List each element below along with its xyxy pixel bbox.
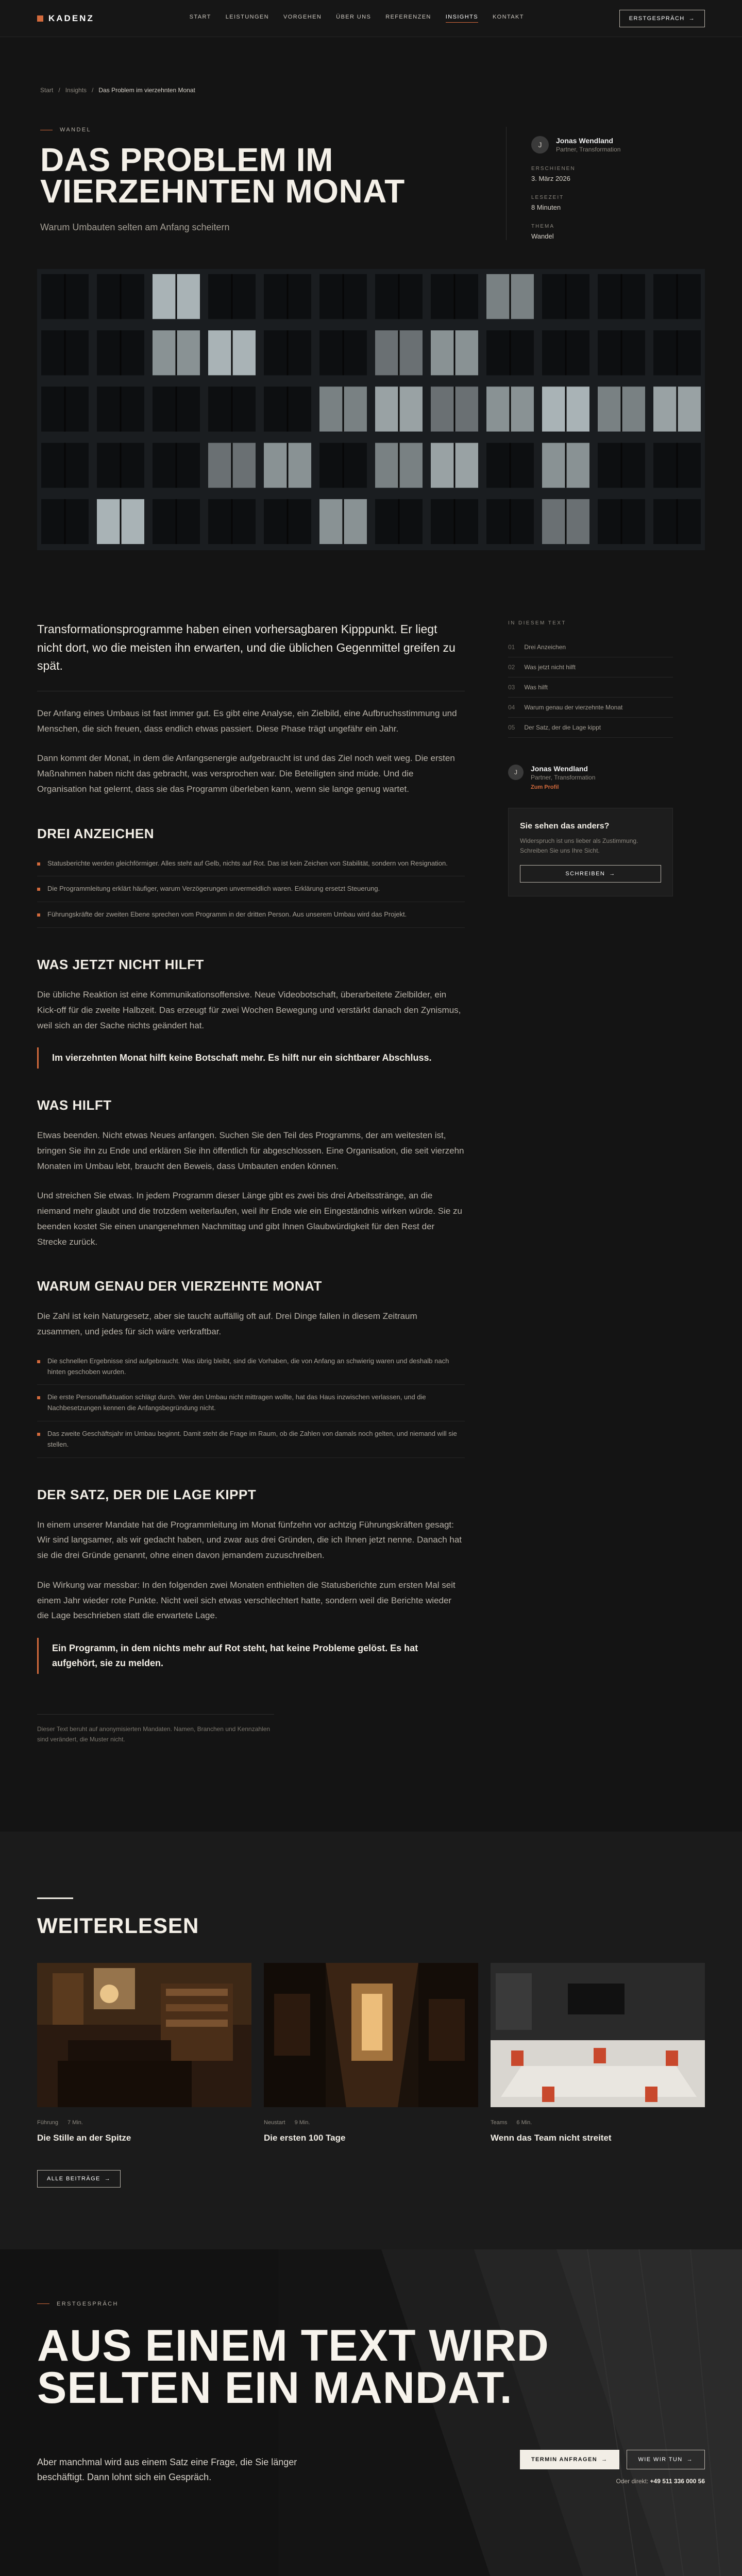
toc-label-text: Was jetzt nicht hilft <box>524 664 576 671</box>
feedback-text: Widerspruch ist uns lieber als Zustimmung. Schreiben Sie uns Ihre Sicht. <box>520 837 638 855</box>
cta-eyebrow <box>37 2301 705 2307</box>
logo-text: KADENZ <box>48 13 94 23</box>
card-image-hallway <box>264 1963 478 2107</box>
hero-eyebrow-text: WANDEL <box>60 127 92 133</box>
toc-label-text: Was hilft <box>524 684 548 691</box>
article-lead: Transformationsprogramme haben einen vorhersagbaren Kipppunkt. Er liegt nicht dort, wo die meisten ihn erwarten, und die üblichen Gegenmittel greifen zu spät. <box>37 620 465 691</box>
paragraph: Und streichen Sie etwas. In jedem Programm dieser Länge gibt es zwei bis drei Arbeitsstränge, an die niemand mehr glaubt und die trotzdem weiterlaufen, weil ihr Ende wie ein Eingeständnis wirken würde. Sie zu beenden kostet Sie einen unangenehmen Nachmittag und gibt Ihnen Glaubwürdigkeit für den Rest der Strecke zurück. <box>37 1191 462 1247</box>
card-title: Die Stille an der Spitze <box>37 2132 131 2143</box>
card-meta <box>491 2120 705 2126</box>
bullet-icon <box>37 913 40 917</box>
meeting-room-illustration <box>491 1963 705 2107</box>
nav-cta-button[interactable] <box>619 10 705 27</box>
card-topic: Neustart <box>264 2119 285 2126</box>
arrow-right-icon: → <box>609 871 616 877</box>
section-heading-signs: DREI ANZEICHEN <box>37 825 155 841</box>
card-reading-time: 7 Min. <box>67 2119 83 2126</box>
author-block <box>531 136 702 154</box>
hero-text <box>40 127 421 240</box>
breadcrumb <box>0 37 742 94</box>
meta-reading-time <box>531 195 702 211</box>
cta-text: Aber manchmal wird aus einem Satz eine Frage, die Sie länger beschäftigt. Dann lohnt sich ein Gespräch. <box>37 2457 297 2482</box>
card-title: Die ersten 100 Tage <box>264 2132 346 2143</box>
how-we-work-label: WIE WIR TUN <box>638 2456 683 2463</box>
contact-cta <box>0 2249 742 2576</box>
section-heading-why: WARUM GENAU DER VIERZEHNTE MONAT <box>37 1278 322 1294</box>
meta-value: 8 Minuten <box>531 204 561 211</box>
toc-label-text: Drei Anzeichen <box>524 643 566 651</box>
cta-phone <box>520 2478 705 2485</box>
arrow-right-icon: → <box>601 2456 608 2463</box>
paragraph: In einem unserer Mandate hat die Programmleitung im Monat fünfzehn vor achtzig Führungskräften gesagt: Wir sind langsamer, als wir gedacht haben, und zwar aus drei Gründen, die ich Ihnen jetzt nenne. Danach hat sie die drei Gründe genannt, ohne einen davon jemandem zuzuschreiben. <box>37 1519 462 1561</box>
toc-item[interactable] <box>508 698 673 718</box>
related-articles <box>0 1832 742 2249</box>
cta-actions <box>520 2450 705 2485</box>
section-heading-not-helping: WAS JETZT NICHT HILFT <box>37 957 204 973</box>
toc-item[interactable] <box>508 677 673 698</box>
article-layout <box>0 550 742 1745</box>
hallway-illustration <box>264 1963 478 2107</box>
meta-value: 3. März 2026 <box>531 175 570 182</box>
list-item-text: Die Programmleitung erklärt häufiger, warum Verzögerungen unvermeidlich waren. Erklärung ersetzt Steuerung. <box>47 885 380 893</box>
bullet-icon <box>37 888 40 891</box>
feedback-box <box>508 808 673 896</box>
nav-link-start[interactable]: START <box>189 14 211 20</box>
arrow-right-icon: → <box>104 2175 111 2182</box>
arrow-right-icon: → <box>686 2456 693 2463</box>
toc-item[interactable] <box>508 637 673 657</box>
toc-item[interactable] <box>508 657 673 677</box>
avatar: J <box>508 765 524 780</box>
section-heading-sentence: DER SATZ, DER DIE LAGE KIPPT <box>37 1486 257 1502</box>
list-item <box>37 1349 465 1385</box>
list-item <box>37 851 465 877</box>
list-item-text: Die schnellen Ergebnisse sind aufgebraucht. Was übrig bleibt, sind die Vorhaben, die von Anfang an schwierig waren und deshalb nach hinten geschoben wurden. <box>47 1357 449 1376</box>
article-meta <box>506 127 702 240</box>
meta-published <box>531 166 702 182</box>
nav-link-ueber-uns[interactable]: ÜBER UNS <box>336 14 372 20</box>
meta-topic <box>531 224 702 240</box>
card-topic: Führung <box>37 2119 58 2126</box>
meta-label: ERSCHIENEN <box>531 166 576 172</box>
toc-number: 01 <box>508 643 515 651</box>
table-of-contents <box>508 637 673 738</box>
breadcrumb-start[interactable]: Start <box>40 87 54 94</box>
related-title: WEITERLESEN <box>37 1913 199 1938</box>
card-meta <box>264 2120 478 2126</box>
paragraph: Dann kommt der Monat, in dem die Anfangsenergie aufgebraucht ist und das Ziel noch weit weg. Die ersten Maßnahmen haben nicht das gebracht, was versprochen war. Die Beteiligten sind müde. Und die Organisation hat gelernt, dass sie das Programm überleben kann, wenn sie lange genug wartet. <box>37 753 455 794</box>
nav-link-leistungen[interactable]: LEISTUNGEN <box>225 14 269 20</box>
request-appointment-label: TERMIN ANFRAGEN <box>531 2456 598 2463</box>
author-name: Jonas Wendland <box>556 137 613 145</box>
section-heading-helping: WAS HILFT <box>37 1097 112 1113</box>
card-meta <box>37 2120 251 2126</box>
paragraph: Die Wirkung war messbar: In den folgenden zwei Monaten enthielten die Statusberichte zum ersten Mal seit einem Jahr wieder rote Punkte. Nicht weil sich etwas verschlechtert hatte, sondern weil die Berichte wieder die Lage beschrieben statt die erwartete Lage. <box>37 1580 456 1621</box>
toc-number: 05 <box>508 724 515 731</box>
nav-link-vorgehen[interactable]: VORGEHEN <box>283 14 322 20</box>
request-appointment-button[interactable] <box>520 2450 619 2469</box>
library-illustration <box>37 1963 251 2107</box>
nav-cta-label: ERSTGESPRÄCH <box>629 15 685 22</box>
breadcrumb-separator: / <box>58 87 60 94</box>
list-item-text: Das zweite Geschäftsjahr im Umbau beginnt. Damit steht die Frage im Raum, ob die Zahlen von damals noch gelten, und niemand will sie stellen. <box>47 1430 457 1448</box>
card-title: Wenn das Team nicht streitet <box>491 2132 612 2143</box>
contact-cta-content <box>37 2301 705 2485</box>
write-button[interactable] <box>520 865 661 883</box>
toc-label-text: Warum genau der vierzehnte Monat <box>524 704 623 711</box>
cta-row <box>37 2450 705 2485</box>
main-menu <box>190 14 524 23</box>
toc-number: 04 <box>508 704 515 711</box>
article-sidebar <box>508 620 673 1745</box>
card-reading-time: 9 Min. <box>294 2119 310 2126</box>
breadcrumb-current: Das Problem im vierzehnten Monat <box>98 87 195 94</box>
nav-link-kontakt[interactable]: KONTAKT <box>492 14 524 20</box>
list-item-text: Führungskräfte der zweiten Ebene sprechen vom Programm in der dritten Person. Aus unserem Umbau wird das Projekt. <box>47 910 407 919</box>
nav-link-insights[interactable]: INSIGHTS <box>446 14 478 23</box>
article-card[interactable] <box>264 1963 478 2143</box>
phone-link[interactable]: +49 511 336 000 56 <box>650 2477 705 2485</box>
author-name: Jonas Wendland <box>531 765 588 773</box>
page-title: DAS PROBLEM IM VIERZEHNTEN MONAT <box>40 141 405 210</box>
phone-label: Oder direkt: <box>616 2477 649 2485</box>
meta-label: LESEZEIT <box>531 195 564 200</box>
paragraph: Der Anfang eines Umbaus ist fast immer gut. Es gibt eine Analyse, ein Zielbild, eine Aufbruchsstimmung und Menschen, die sich freuen, dass endlich etwas passiert. Diese Phase trägt ungefähr ein Jahr. <box>37 708 457 734</box>
meta-label: THEMA <box>531 224 554 229</box>
pull-quote: Ein Programm, in dem nichts mehr auf Rot steht, hat keine Probleme gelöst. Es hat aufgehört, sie zu melden. <box>37 1638 465 1674</box>
cta-title: AUS EINEM TEXT WIRD SELTEN EIN MANDAT. <box>37 2320 549 2413</box>
top-nav <box>0 0 742 37</box>
all-articles-label: ALLE BEITRÄGE <box>47 2175 100 2182</box>
list-item <box>37 876 465 902</box>
feedback-title: Sie sehen das anders? <box>520 822 610 831</box>
logo-mark-icon <box>37 15 43 22</box>
avatar: J <box>531 136 549 154</box>
article-card[interactable] <box>491 1963 705 2143</box>
card-image-meeting-room <box>491 1963 705 2107</box>
toc-label: IN DIESEM TEXT <box>508 620 566 626</box>
paragraph: Etwas beenden. Nicht etwas Neues anfangen. Suchen Sie den Teil des Programms, der am weitesten ist, bringen Sie ihn zu Ende und erklären Sie ihn öffentlich für abgeschlossen. Eine Organisation, die seit vierzehn Monaten im Umbau lebt, braucht den Beweis, dass Umbauten enden können. <box>37 1130 464 1171</box>
breadcrumb-insights[interactable]: Insights <box>65 87 87 94</box>
arrow-right-icon: → <box>688 15 695 22</box>
related-cards <box>37 1963 705 2143</box>
signs-list <box>37 851 465 928</box>
meta-value: Wandel <box>531 232 554 240</box>
nav-link-referenzen[interactable]: REFERENZEN <box>385 14 431 20</box>
cta-eyebrow-text: ERSTGESPRÄCH <box>57 2300 119 2307</box>
eyebrow-line <box>37 2303 49 2304</box>
section-rule <box>37 1897 73 1899</box>
card-image-library <box>37 1963 251 2107</box>
paragraph: Die Zahl ist kein Naturgesetz, aber sie taucht auffällig oft auf. Drei Dinge fallen in diesem Zeitraum zusammen, und jedes für sich wäre verkraftbar. <box>37 1311 417 1337</box>
paragraph: Die übliche Reaktion ist eine Kommunikationsoffensive. Neue Videobotschaft, überarbeitete Zielbilder, ein Kick-off für die zweite Halbzeit. Das erzeugt für zwei Wochen Bewegung und verstärkt danach den Zynismus, weil sich an der Sache nichts geändert hat. <box>37 990 461 1030</box>
hero-eyebrow <box>40 127 421 133</box>
list-item-text: Die erste Personalfluktuation schlägt durch. Wer den Umbau nicht mittragen wollte, hat das Haus inzwischen verlassen, und die Nachbesetzungen kennen die Anfangsbegründung nicht. <box>47 1393 426 1412</box>
author-role: Partner, Transformation <box>531 774 596 781</box>
author-role: Partner, Transformation <box>556 146 621 153</box>
toc-item[interactable] <box>508 718 673 738</box>
sidebar-author <box>508 765 673 790</box>
article-body <box>37 620 465 1745</box>
list-item <box>37 1421 465 1458</box>
article-footnote: Dieser Text beruht auf anonymisierten Mandaten. Namen, Branchen und Kennzahlen sind verändert, die Muster nicht. <box>37 1714 274 1745</box>
list-item-text: Statusberichte werden gleichförmiger. Alles steht auf Gelb, nichts auf Rot. Das ist kein Zeichen von Stabilität, sondern von Resignation. <box>47 859 448 867</box>
card-topic: Teams <box>491 2119 508 2126</box>
why-list <box>37 1349 465 1458</box>
bullet-icon <box>37 862 40 866</box>
logo[interactable] <box>37 13 94 24</box>
toc-label-text: Der Satz, der die Lage kippt <box>524 724 601 731</box>
all-articles-button[interactable] <box>37 2170 121 2188</box>
hero-image <box>37 269 705 550</box>
pull-quote: Im vierzehnten Monat hilft keine Botschaft mehr. Es hilft nur ein sichtbarer Abschluss. <box>37 1047 465 1069</box>
article-hero <box>0 94 742 240</box>
bullet-icon <box>37 1360 40 1363</box>
breadcrumb-separator: / <box>92 87 94 94</box>
card-reading-time: 6 Min. <box>516 2119 532 2126</box>
page-subtitle: Warum Umbauten selten am Anfang scheitern <box>40 222 230 232</box>
building-facade-illustration <box>37 269 705 550</box>
how-we-work-button[interactable] <box>627 2450 705 2469</box>
list-item <box>37 902 465 928</box>
bullet-icon <box>37 1396 40 1399</box>
bullet-icon <box>37 1433 40 1436</box>
write-button-label: SCHREIBEN <box>565 871 605 877</box>
author-profile-link[interactable]: Zum Profil <box>531 784 559 790</box>
article-card[interactable] <box>37 1963 251 2143</box>
toc-number: 02 <box>508 664 515 671</box>
list-item <box>37 1385 465 1421</box>
toc-number: 03 <box>508 684 515 691</box>
